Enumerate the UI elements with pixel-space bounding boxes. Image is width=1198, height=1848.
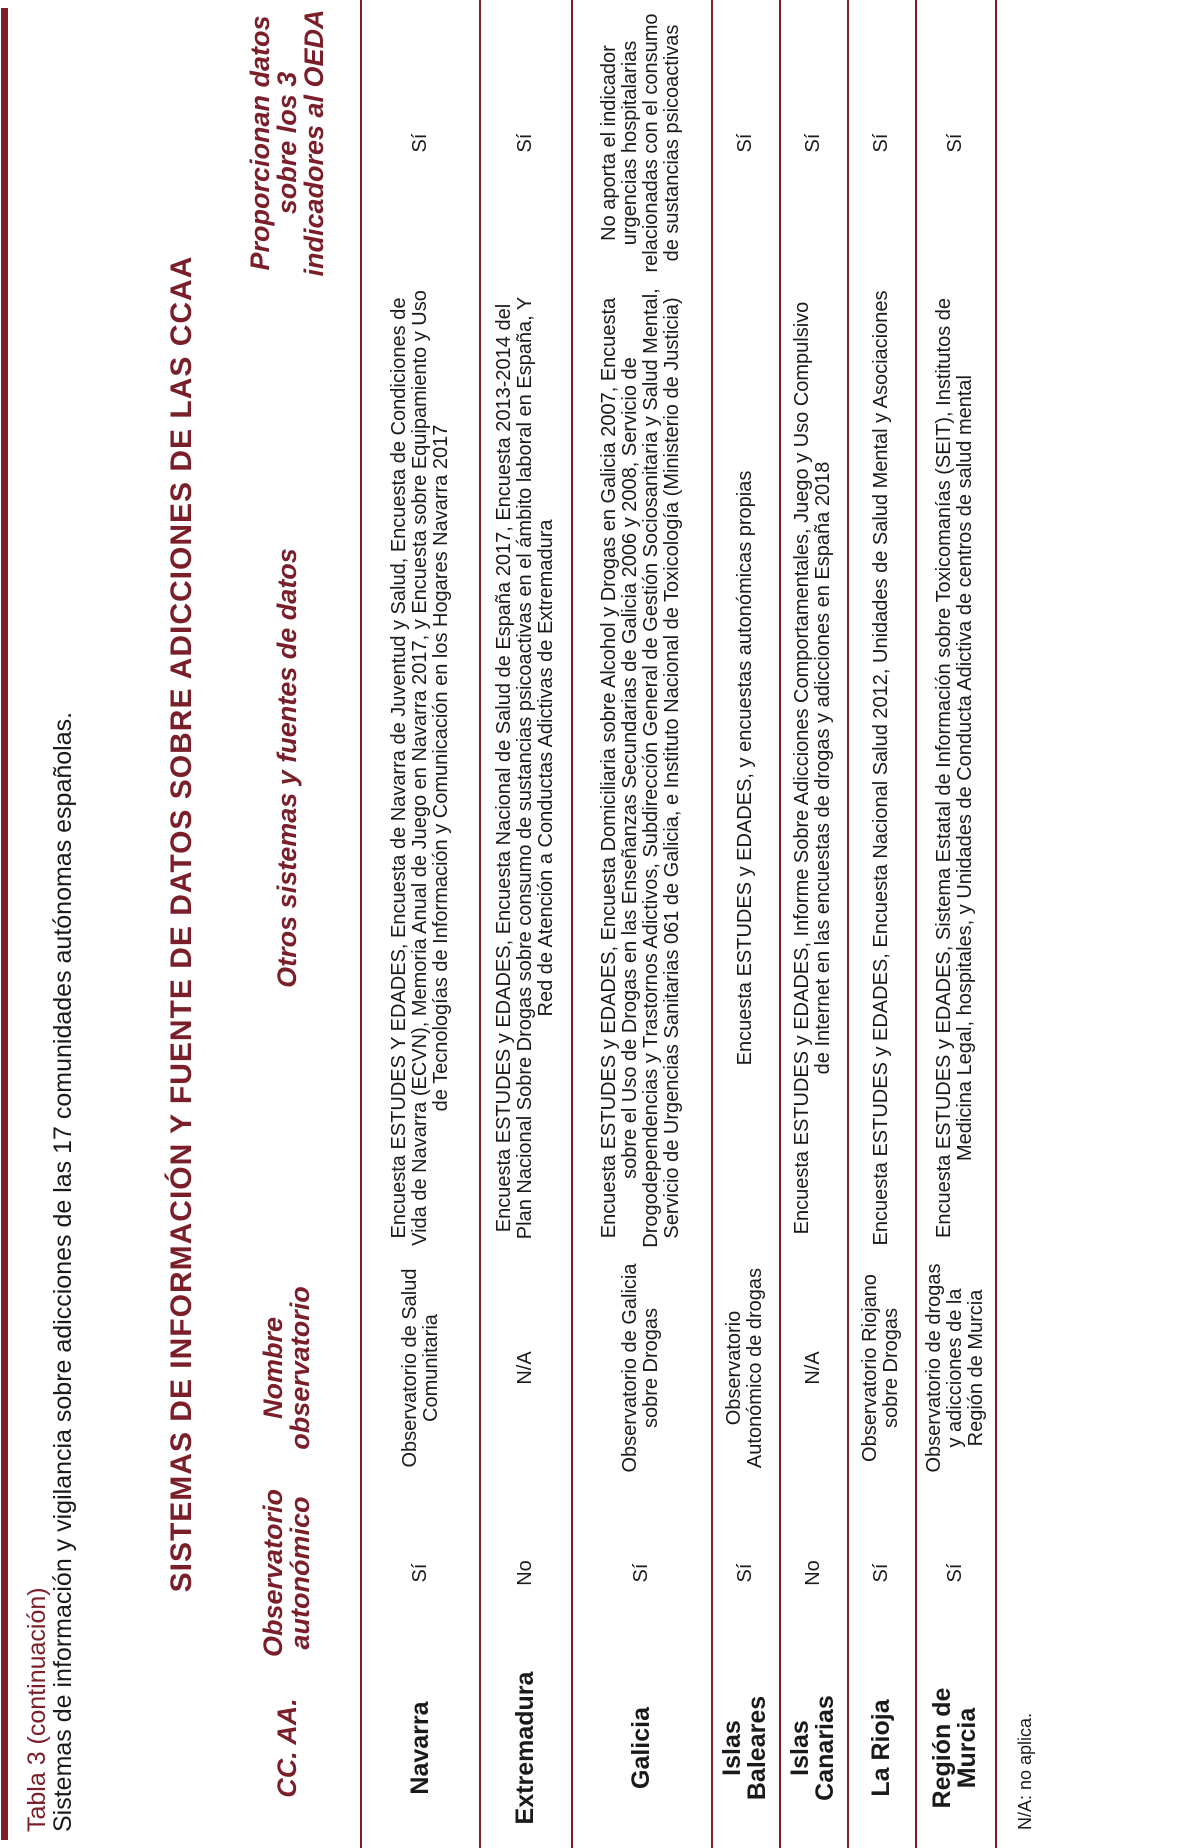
row-separator <box>995 0 997 1848</box>
cell-otros: Encuesta ESTUDES y EDADES, Encuesta Nacional de Salud de España 2017, Encuesta 2013-2014 del Plan Nacional Sobre Drogas sobre consumo de sustancias psicoactivas en el ámbito laboral en España, Y Red de Atención a Conductas Adictivas de Extremadura <box>492 296 557 1240</box>
table-row <box>917 0 993 1848</box>
header-nombre: Nombre observatorio <box>258 1286 315 1450</box>
cell-observatorio: Sí <box>943 1563 966 1583</box>
table-row <box>781 0 845 1848</box>
cell-ccaa: Región de Murcia <box>928 1687 981 1809</box>
header-observatorio: Observatorio autonómico <box>258 1488 315 1658</box>
cell-otros: Encuesta ESTUDES y EDADES, Sistema Estatal de Información sobre Toxicomanías (SEIT), Institutos de Medicina Legal, hospitales, y Unidades de Conducta Adictiva de centros de salud mental <box>933 297 976 1239</box>
cell-observatorio: No <box>513 1560 536 1586</box>
table-body <box>360 0 1150 1848</box>
table-row <box>713 0 777 1848</box>
header-otros: Otros sistemas y fuentes de datos <box>271 548 302 988</box>
caption-subtitle: Sistemas de información y vigilancia sobre adicciones de las 17 comunidades autónomas españolas. <box>49 711 77 1832</box>
cell-otros: Encuesta ESTUDES y EDADES, Encuesta Domiciliaria sobre Alcohol y Drogas en Galicia 2007, Encuesta sobre el Uso de Drogas en las Enseñanzas Secundarias de Galicia 2006 y 2008, Servicio de Drogodependencias y Trastornos Adictivos, Subdirección General de Gestión Sociosanitaria y Salud Mental, Servicio de Urgencias Sanitarias 061 de Galicia, e Instituto Nacional de Toxicología (Ministerio de Justicia) <box>598 288 683 1248</box>
footnote: N/A: no aplica. <box>1015 1712 1035 1830</box>
cell-observatorio: Sí <box>869 1563 892 1583</box>
cell-nombre: Observatorio de Salud Comunitaria <box>398 1268 442 1468</box>
cell-ccaa: Islas Baleares <box>718 1695 771 1801</box>
cell-otros: Encuesta ESTUDES y EDADES, Informe Sobre Adicciones Comportamentales, Juego y Uso Compulsivo de Internet en las encuestas de drogas y adicciones en España 2018 <box>791 301 834 1235</box>
cell-ccaa: Islas Canarias <box>786 1695 839 1801</box>
cell-nombre: Observatorio de Galicia sobre Drogas <box>619 1263 662 1473</box>
cell-nombre: N/A <box>513 1351 536 1385</box>
table-row <box>362 0 479 1848</box>
table-row <box>849 0 913 1848</box>
cell-ccaa: Extremadura <box>510 1671 539 1825</box>
cell-nombre: N/A <box>801 1351 824 1385</box>
cell-nombre: Observatorio Riojano sobre Drogas <box>859 1274 902 1462</box>
table-caption <box>24 432 76 1832</box>
table-heading: SISTEMAS DE INFORMACIÓN Y FUENTE DE DATOS SOBRE ADICCIONES DE LAS CCAA <box>165 255 198 1593</box>
cell-proporcionan: Sí <box>409 133 431 153</box>
table-header-row <box>214 0 360 1848</box>
cell-observatorio: Sí <box>629 1563 652 1583</box>
caption-title: Tabla 3 (continuación) <box>23 1587 51 1832</box>
cell-ccaa: Navarra <box>406 1701 434 1795</box>
cell-proporcionan: Sí <box>513 133 536 153</box>
cell-ccaa: Galicia <box>626 1707 655 1789</box>
top-accent-bar <box>1 8 8 1840</box>
cell-observatorio: No <box>801 1560 824 1586</box>
table-row <box>573 0 709 1848</box>
cell-observatorio: Sí <box>733 1563 756 1583</box>
cell-proporcionan: Sí <box>869 133 892 153</box>
cell-otros: Encuesta ESTUDES Y EDADES, Encuesta de Navarra de Juventud y Salud, Encuesta de Condiciones de Vida de Navarra (ECVN), Memoria Anual de Juego en Navarra 2017, y Encuesta sobre Equipamiento y Uso de Tecnologías de Información y Comunicación en los Hogares Navarra 2017 <box>388 290 452 1246</box>
header-proporcionan: Proporcionan datos sobre los 3 indicadores al OEDA <box>244 9 329 277</box>
table-row <box>481 0 569 1848</box>
cell-proporcionan: Sí <box>733 133 756 153</box>
cell-proporcionan: Sí <box>943 133 966 153</box>
cell-proporcionan: Sí <box>801 133 824 153</box>
cell-observatorio: Sí <box>409 1563 431 1583</box>
header-ccaa: CC. AA. <box>271 1698 302 1798</box>
cell-ccaa: La Rioja <box>866 1699 895 1797</box>
cell-otros: Encuesta ESTUDES y EDADES, y encuestas autonómicas propias <box>733 470 756 1066</box>
cell-otros: Encuesta ESTUDES y EDADES, Encuesta Nacional Salud 2012, Unidades de Salud Mental y Asociaciones <box>869 290 892 1246</box>
cell-proporcionan: No aporta el indicador urgencias hospitalarias relacionadas con el consumo de sustancias psicoactivas <box>598 13 683 273</box>
cell-nombre: Observatorio Autonómico de drogas <box>723 1267 766 1469</box>
cell-nombre: Observatorio de drogas y adicciones de la Región de Murcia <box>922 1263 987 1473</box>
